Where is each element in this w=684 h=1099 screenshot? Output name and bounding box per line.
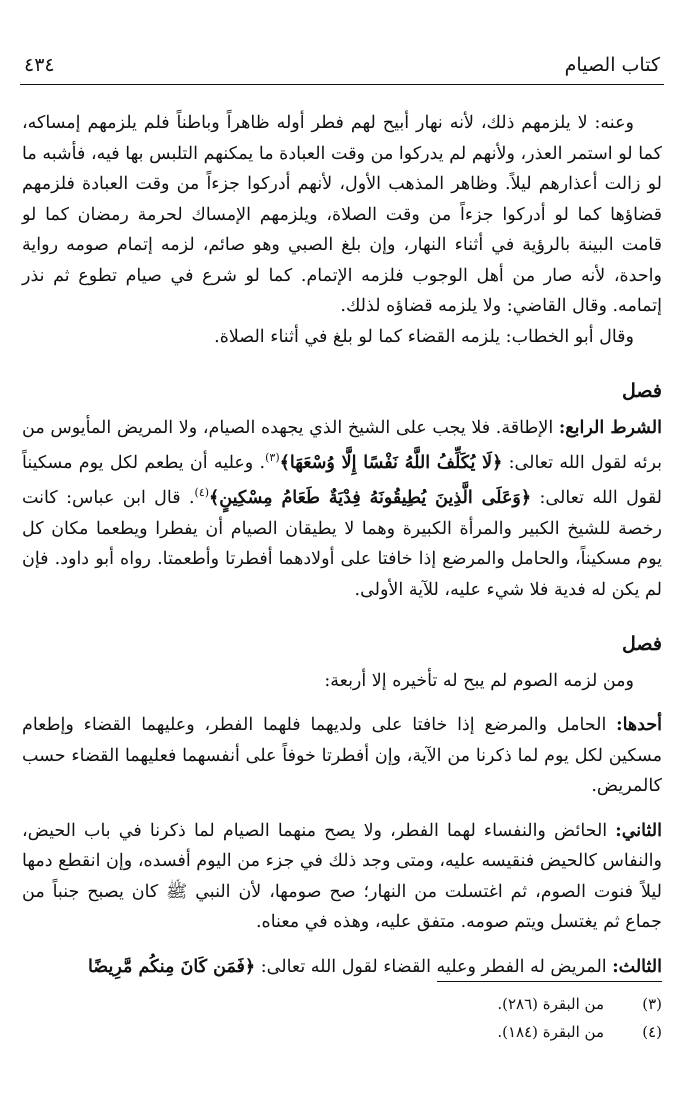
section-intro: ومن لزمه الصوم لم يبح له تأخيره إلا أربعة: [324,670,634,691]
list-item [22,952,662,983]
condition-label: الشرط الرابع: [558,417,662,438]
item-text: المريض له الفطر وعليه القضاء لقول الله تعالى: [255,956,613,977]
quran-verse: ﴿لَا يُكَلِّفُ اللَّهُ نَفْسًا إِلَّا وُسْعَهَا﴾ [279,452,503,473]
text-span: . قال ابن عباس: كانت رخصة للشيخ الكبير والمرأة الكبيرة وهما لا يطيقان الصيام أن يفطرا ويطعما مكان كل يوم مسكيناً، والحامل والمرضع إذا خافتا على أولادهما أفطرتا وأطعمتا. رواه أبو داود. فإن لم يكن له فدية فلا شيء عليه، للآية الأولى. [22,488,662,600]
page-number: ٤٣٤ [24,54,55,76]
item-label: الثالث: [612,956,662,977]
quran-verse: ﴿وَعَلَى الَّذِينَ يُطِيقُونَهُ فِدْيَةٌ طَعَامُ مِسْكِينٍ﴾ [209,488,532,509]
footnote [22,1018,662,1046]
list-item [22,816,662,938]
quran-verse: ﴿فَمَن كَانَ مِنكُم مَّرِيضًا [87,956,256,977]
page-header [20,48,664,85]
footnote-number: (٣) [642,995,662,1013]
paragraph: وعنه: لا يلزمهم ذلك، لأنه نهار أبيح لهم فطر أوله ظاهراً وباطناً فلم يلزمهم إمساكه، كما لو استمر العذر، ولأنهم لم يدركوا من وقت العبادة ما يمكنهم التلبس بها فيه، فأشبه ما لو زالت أعذارهم ليلاً. وظاهر المذهب الأول، لأنهم أدركوا جزءاً من وقت العبادة فلزمهم قضاؤها كما لو أدركوا جزءاً من وقت الصلاة، ويلزمهم الإمساك لحرمة رمضان كما لو قامت البينة بالرؤية في أثناء النهار، وإن بلغ الصبي وهو صائم، لزمه إتمام صومه رواية واحدة، لأنه صار من أهل الوجوب فلزمه الإتمام. كما لو شرع في صيام تطوع ثم نذر إتمامه. وقال القاضي: ولا يلزمه قضاؤه لذلك. [22,113,662,316]
footnote-text: من البقرة (١٨٤). [497,1023,604,1041]
footnote-ref: (٣) [265,451,280,464]
text-span: الإطاقة. فلا يجب على الشيخ الذي يجهده الصيام، ولا المريض المأيوس من برئه لقول الله تعالى: [22,417,662,473]
section-heading: فصل [622,380,662,402]
footnote-text: من البقرة (٢٨٦). [497,995,604,1013]
footnote [22,990,662,1018]
item-text: الحائض والنفساء لهما الفطر، ولا يصح منهما الصيام لما ذكرنا في باب الحيض، والنفاس كالحيض فنقيسه عليه، ومتى وجد ذلك في جزء من اليوم أفسده، وإن انقطع دمها ليلاً فنوت الصوم، ثم اغتسلت من النهار؛ صح صومها، لأن النبي ﷺ كان يصبح جنباً من جماع ثم يغتسل ويتم صومه. متفق عليه، وهذه في معناه. [22,820,662,933]
footnotes [22,990,662,1046]
text-span: . وعليه أن يطعم لكل يوم مسكيناً لقول الله تعالى: [22,452,663,509]
section-paragraph [22,413,662,606]
running-title: كتاب الصيام [564,54,660,76]
footnote-ref: (٤) [194,486,210,500]
item-label: أحدها: [616,715,662,736]
section-heading: فصل [622,633,662,656]
item-label: الثاني: [615,820,662,841]
item-text: الحامل والمرضع إذا خافتا على ولديهما فلهما الفطر، وعليهما القضاء وإطعام مسكين لكل يوم لما ذكرنا من الآية، وإن أفطرتا خوفاً على أنفسهما فعليهما القضاء حسب كالمريض. [22,715,662,797]
list-item [22,710,662,802]
footnote-divider [437,981,662,982]
page-body [22,108,662,982]
footnote-number: (٤) [642,1023,662,1041]
paragraph: وقال أبو الخطاب: يلزمه القضاء كما لو بلغ في أثناء الصلاة. [214,326,634,347]
